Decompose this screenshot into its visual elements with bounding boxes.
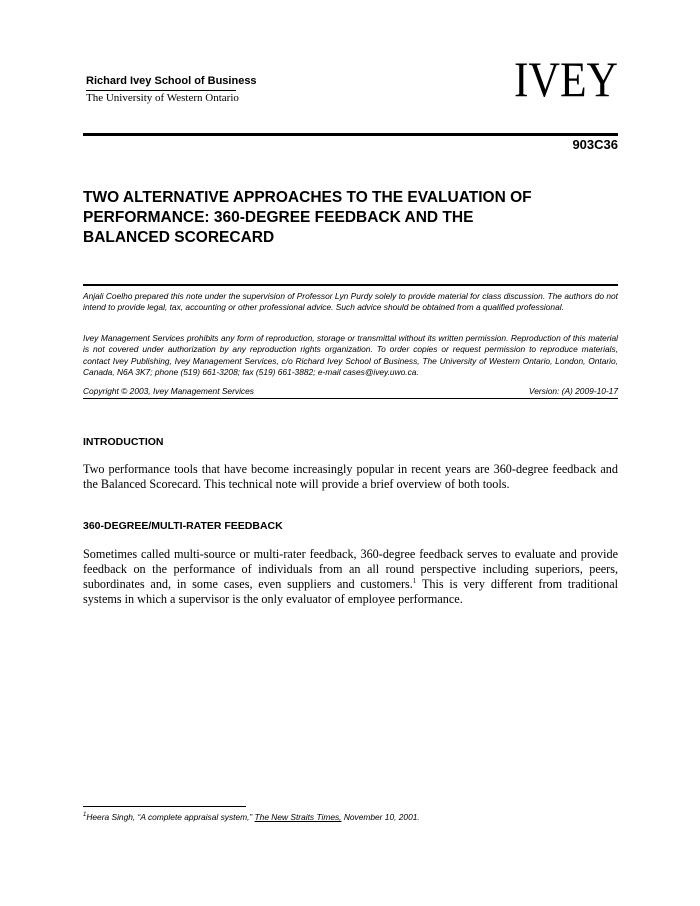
school-name: Richard Ivey School of Business	[86, 75, 257, 87]
introduction-paragraph: Two performance tools that have become increasingly popular in recent years are 360-degree feedback and the Balanced Scorecard. This technical note will provide a brief overview of both tools.	[83, 462, 618, 491]
footnote-marker: 1	[83, 812, 87, 819]
copyright-text: Copyright © 2003, Ivey Management Services	[83, 386, 254, 396]
footnote	[83, 812, 420, 822]
case-number: 903C36	[572, 137, 618, 152]
footnote-rule	[83, 806, 246, 807]
feedback-text-part2: This is very different from traditional systems in which a supervisor is the only evaluator of employee performance.	[83, 577, 618, 606]
footnote-text-after: November 10, 2001.	[341, 812, 420, 822]
document-title	[83, 188, 618, 248]
top-rule	[83, 133, 618, 136]
permissions-note: Ivey Management Services prohibits any form of reproduction, storage or transmittal without its written permission. Reproduction of this material is not covered under authorization by any reproduction rights organization. To order copies or request permission to reproduce materials, contact Ivey Publishing, Ivey Management Services, c/o Richard Ivey School of Business, The University of Western Ontario, London, Ontario, Canada, N6A 3K7; phone (519) 661-3208; fax (519) 661-3882; e-mail cases@ivey.uwo.ca.	[83, 333, 618, 378]
footnote-text-before: Heera Singh, “A complete appraisal system,”	[86, 812, 255, 822]
footnote-reference[interactable]: 1	[412, 576, 417, 585]
copyright-row	[83, 386, 618, 396]
notes-top-rule	[83, 284, 618, 286]
university-name: The University of Western Ontario	[86, 92, 239, 104]
title-line-3: BALANCED SCORECARD	[83, 229, 275, 246]
ivey-logo-text: IVEY	[514, 52, 618, 107]
introduction-heading: INTRODUCTION	[83, 436, 164, 448]
feedback-text-part1: Sometimes called multi-source or multi-rater feedback, 360-degree feedback serves to evaluate and provide feedback on the performance of individuals from an all round perspective including superiors, peers, subordinates and, in some cases, even suppliers and customers.	[83, 547, 618, 591]
title-line-2: PERFORMANCE: 360-DEGREE FEEDBACK AND THE	[83, 209, 474, 226]
ivey-logo	[512, 52, 622, 116]
footnote-publication: The New Straits Times,	[254, 812, 342, 822]
feedback-heading: 360-DEGREE/MULTI-RATER FEEDBACK	[83, 520, 283, 532]
title-line-1: TWO ALTERNATIVE APPROACHES TO THE EVALUATION OF	[83, 189, 532, 206]
notes-bottom-rule	[83, 398, 618, 399]
feedback-paragraph	[83, 547, 618, 607]
header-divider	[86, 90, 236, 91]
version-text: Version: (A) 2009-10-17	[528, 386, 618, 396]
authorship-note: Anjali Coelho prepared this note under the supervision of Professor Lyn Purdy solely to provide material for class discussion. The authors do not intend to provide legal, tax, accounting or other professional advice. Such advice should be obtained from a qualified professional.	[83, 291, 618, 313]
